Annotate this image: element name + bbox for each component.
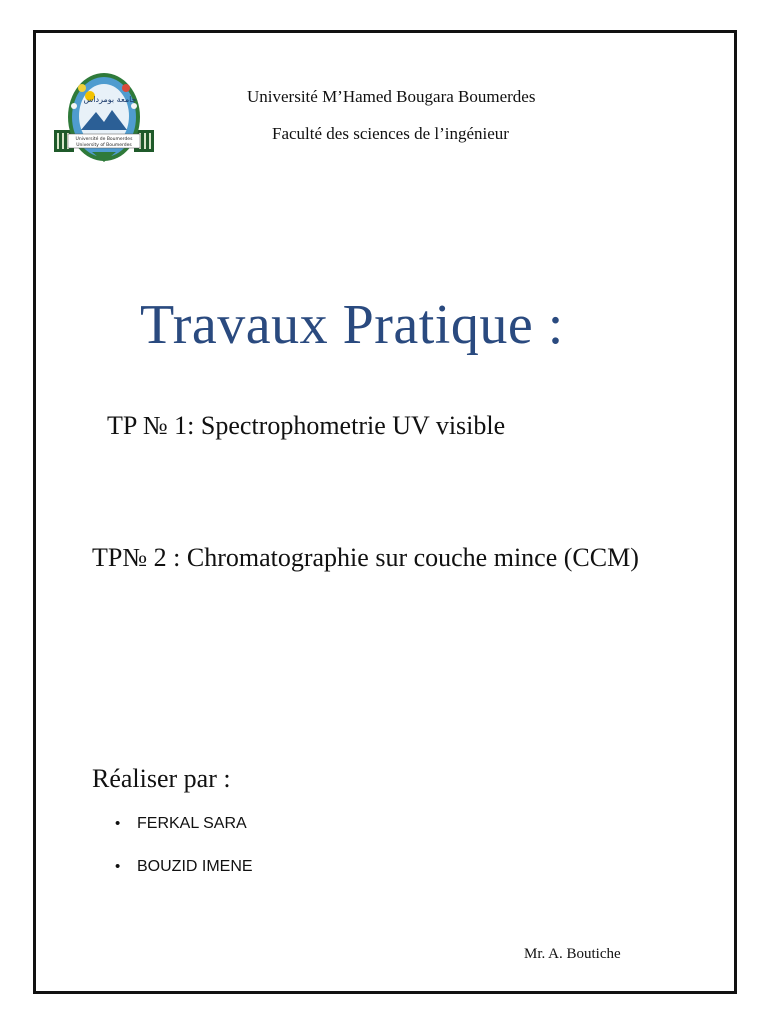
author-name: BOUZID IMENE (137, 858, 253, 875)
supervisor-name: Mr. A. Boutiche (524, 946, 621, 962)
university-name: Université M’Hamed Bougara Boumerdes (247, 87, 536, 106)
authors-heading: Réaliser par : (92, 764, 231, 793)
tp1-title: TP № 1: Spectrophometrie UV visible (107, 411, 506, 440)
logo-arabic-text: جامعة بومرداس (83, 95, 137, 104)
document-title: Travaux Pratique : (140, 294, 564, 356)
faculty-name: Faculté des sciences de l’ingénieur (272, 124, 509, 143)
bullet-icon: • (115, 858, 121, 875)
author-name: FERKAL SARA (137, 815, 247, 832)
page-border-rule (33, 992, 737, 993)
author-list-item (115, 858, 253, 876)
page-border (33, 30, 737, 994)
tp2-title: TP№ 2 : Chromatographie sur couche mince (CCM) (92, 543, 639, 572)
university-logo-icon (54, 72, 154, 164)
logo-text-en: University of Boumerdes (76, 143, 132, 148)
logo-text-fr: Université de Boumerdes (75, 137, 133, 142)
university-logo (54, 72, 154, 164)
bullet-icon: • (115, 815, 121, 832)
author-list-item (115, 815, 247, 833)
